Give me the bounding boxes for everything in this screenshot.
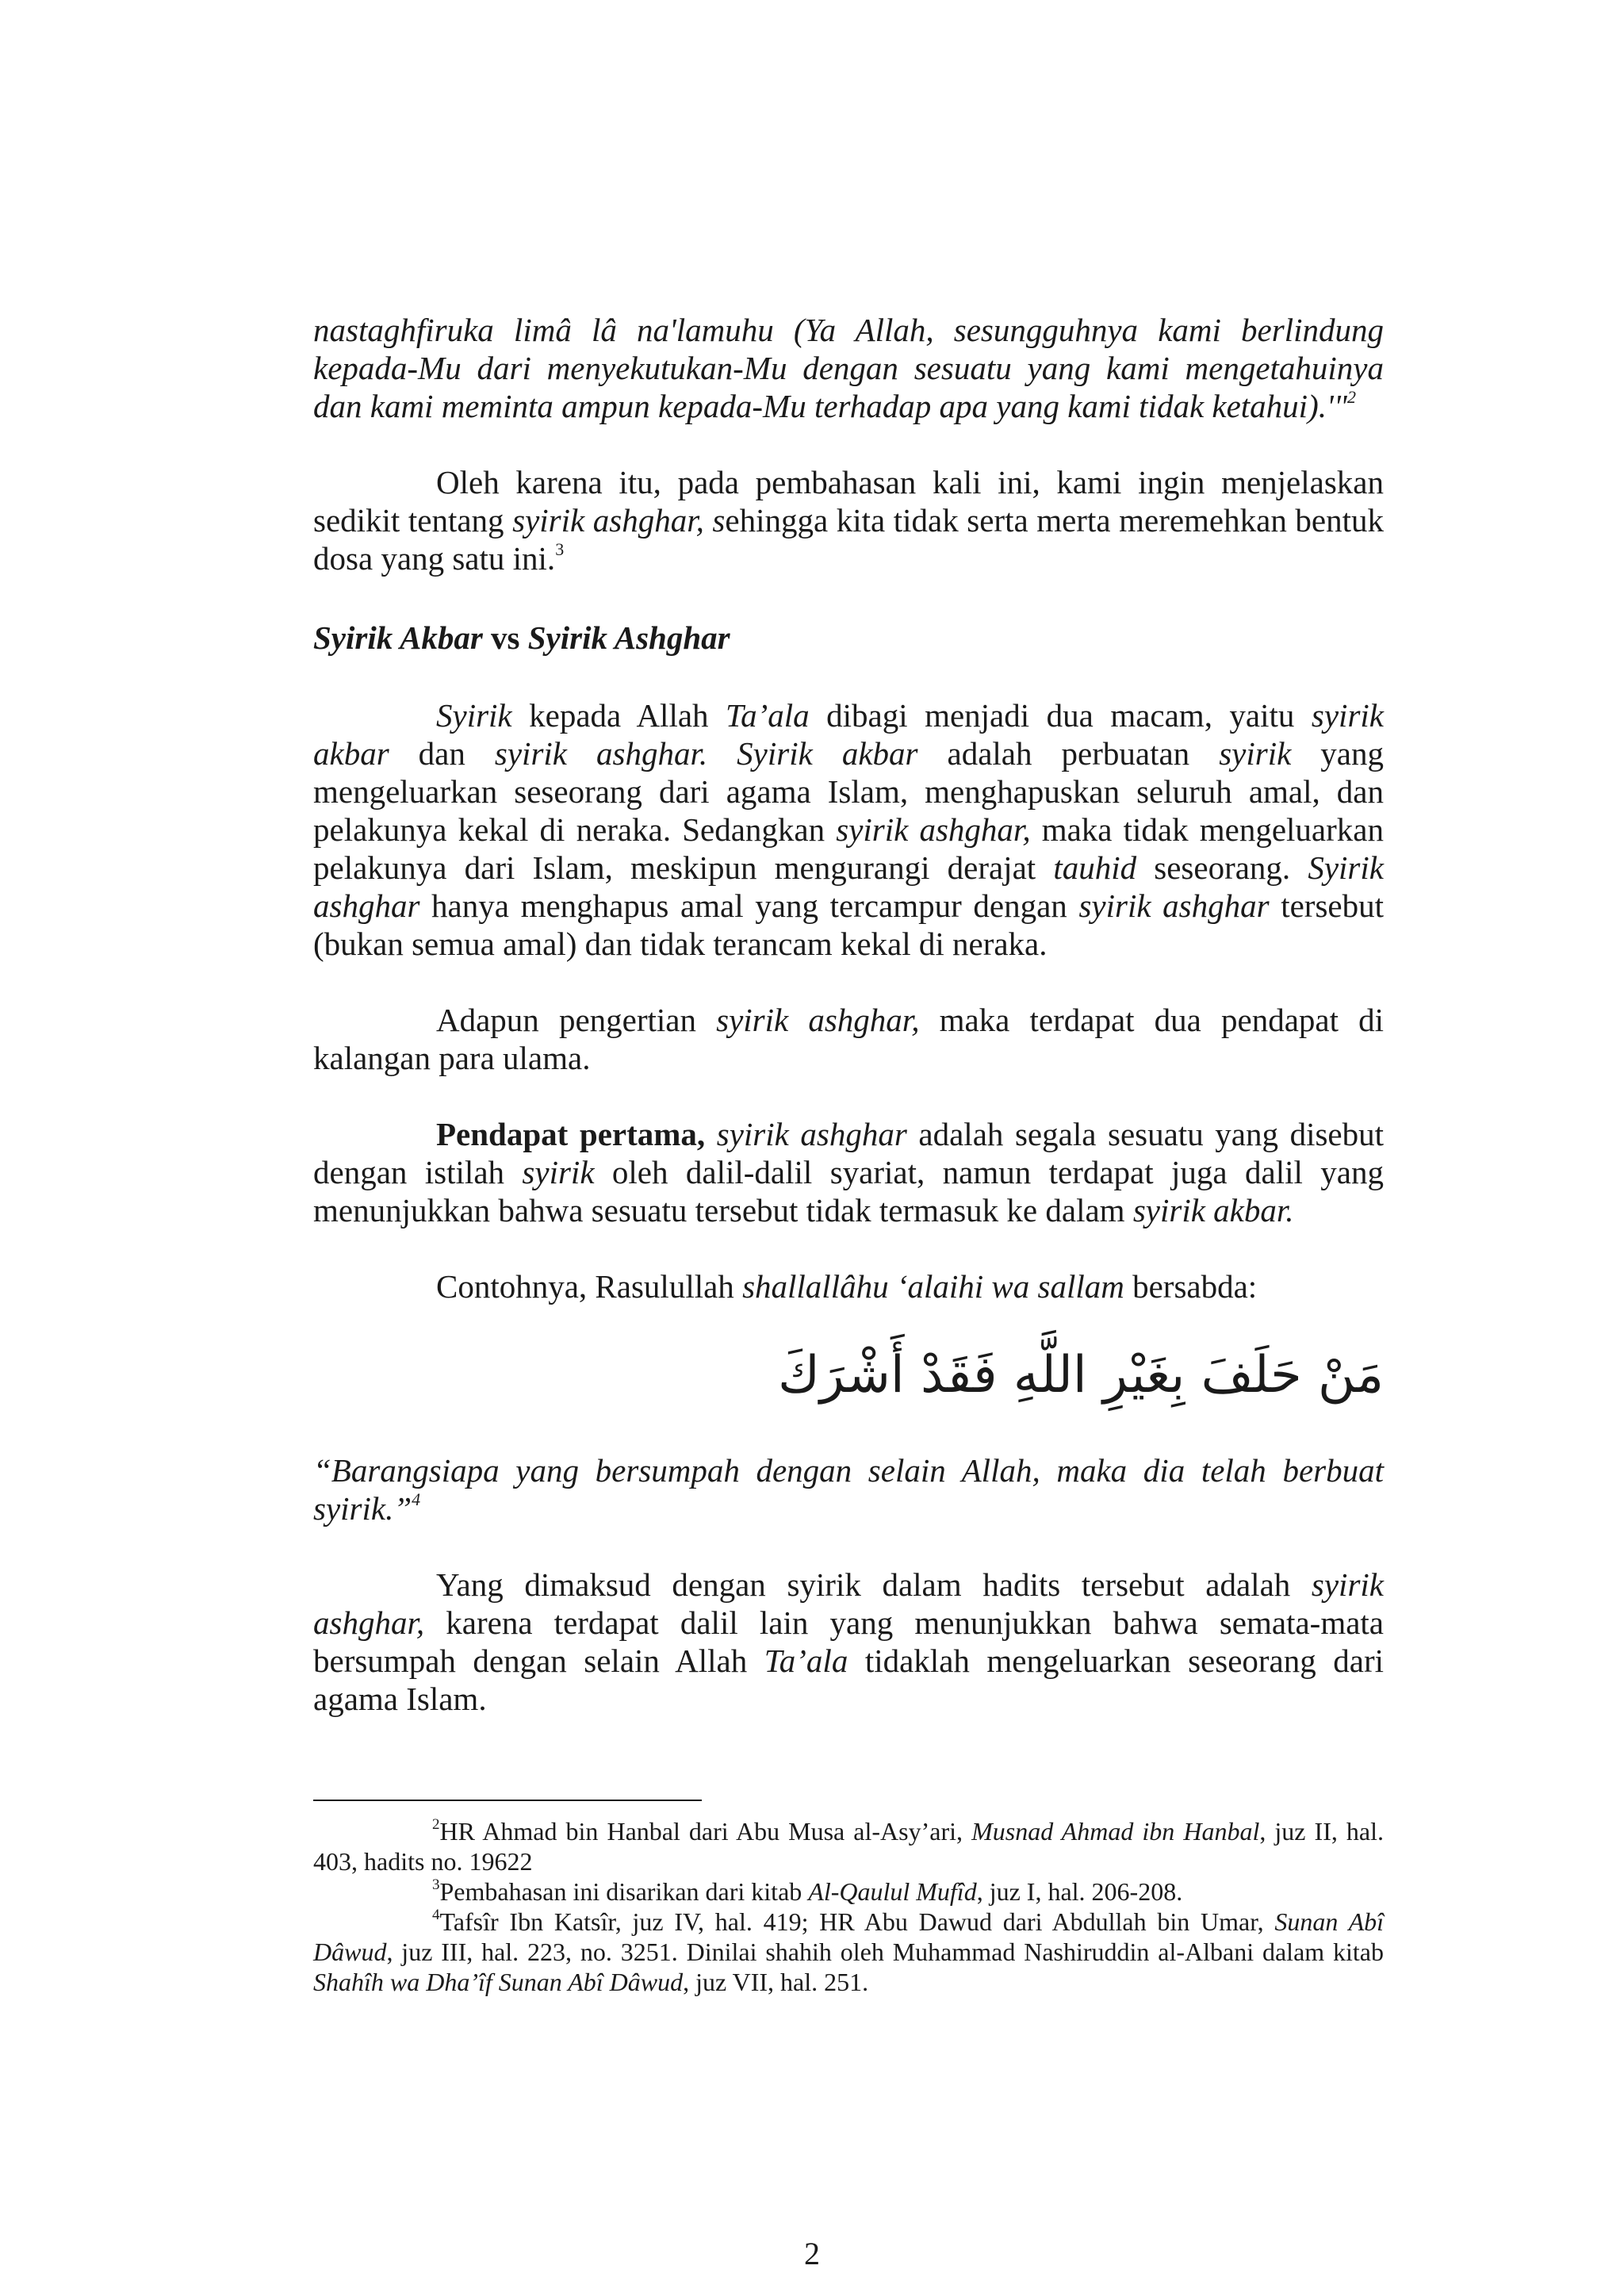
text-run: karena terdapat dalil lain yang menunjukkan bahwa semata-mata bersumpah dengan selain Allah bbox=[313, 1604, 1384, 1679]
text-run: , juz II, hal. 403, hadits no. 19622 bbox=[313, 1817, 1385, 1876]
footnote-divider bbox=[313, 1800, 702, 1801]
heading-term: Syirik Ashghar bbox=[527, 619, 730, 656]
italic-term: syirik bbox=[1219, 735, 1292, 772]
footnote-2 bbox=[313, 1816, 1384, 1876]
text-run: Tafsîr Ibn Katsîr, juz IV, hal. 419; HR Abu Dawud dari Abdullah bin Umar, bbox=[439, 1907, 1275, 1936]
footnote-number: 3 bbox=[432, 1876, 440, 1893]
text-run: oleh dalil-dalil syariat, namun terdapat juga dalil yang menunjukkan bahwa sesuatu tersebut tidak termasuk ke dalam bbox=[313, 1154, 1384, 1228]
bold-label: Pendapat pertama, bbox=[436, 1116, 706, 1152]
paragraph-pendapat bbox=[313, 1115, 1384, 1229]
intro-paragraph bbox=[313, 311, 1384, 425]
italic-term: tauhid bbox=[1053, 849, 1137, 886]
text-run: dibagi menjadi dua macam, yaitu bbox=[809, 697, 1312, 734]
page-body bbox=[313, 311, 1384, 1718]
italic-term: syirik ashghar. Syirik akbar bbox=[494, 735, 918, 772]
text-run: tidaklah mengeluarkan seseorang dari agama Islam. bbox=[313, 1642, 1384, 1717]
paragraph-yang bbox=[313, 1566, 1384, 1718]
section-heading bbox=[313, 619, 1384, 657]
italic-term: syirik ashghar, bbox=[836, 811, 1031, 848]
text-run: dan bbox=[389, 735, 495, 772]
book-title: Musnad Ahmad ibn Hanbal bbox=[971, 1817, 1260, 1846]
text-run: adalah segala sesuatu yang disebut dengan istilah bbox=[313, 1116, 1385, 1190]
footnotes bbox=[313, 1816, 1384, 1997]
footnote-3 bbox=[313, 1876, 1384, 1907]
book-title: Shahîh wa Dha’îf Sunan Abî Dâwud bbox=[313, 1968, 684, 1996]
italic-term: shallallâhu ‘alaihi wa sallam bbox=[742, 1268, 1124, 1305]
footnote-ref-4: 4 bbox=[412, 1489, 421, 1509]
italic-term: syirik ashghar, bbox=[313, 1566, 1384, 1641]
footnote-number: 4 bbox=[432, 1907, 440, 1923]
book-title: Sunan Abî Dâwud bbox=[313, 1907, 1385, 1966]
paragraph-syirik bbox=[313, 696, 1384, 963]
italic-term: syirik ashghar, s bbox=[512, 502, 726, 539]
text-run: adalah perbuatan bbox=[917, 735, 1220, 772]
text-run bbox=[705, 1116, 717, 1152]
italic-term: syirik ashghar, bbox=[716, 1002, 920, 1038]
text-run: , juz III, hal. 223, no. 3251. Dinilai shahih oleh Muhammad Nashiruddin al-Albani dalam kitab bbox=[386, 1938, 1384, 1966]
footnote-4 bbox=[313, 1907, 1384, 1997]
text-run: HR Ahmad bin Hanbal dari Abu Musa al-Asy’ari, bbox=[439, 1817, 972, 1846]
quote-text: “Barangsiapa yang bersumpah dengan selain Allah, maka dia telah berbuat syirik.” bbox=[313, 1452, 1384, 1527]
italic-term: Ta’ala bbox=[764, 1642, 848, 1679]
text-run: , juz VII, hal. 251. bbox=[683, 1968, 869, 1996]
italic-term: Syirik bbox=[436, 697, 512, 734]
heading-term: Syirik Akbar bbox=[313, 619, 483, 656]
heading-vs: vs bbox=[482, 619, 528, 656]
text-run: bersabda: bbox=[1124, 1268, 1258, 1305]
footnote-ref-3: 3 bbox=[555, 539, 565, 559]
text-run: hanya menghapus amal yang tercampur dengan bbox=[419, 887, 1079, 924]
text-run: kepada Allah bbox=[511, 697, 726, 734]
book-title: Al-Qaulul Mufîd bbox=[808, 1877, 977, 1906]
text-run: ehingga kita tidak serta merta meremehkan bentuk dosa yang satu ini. bbox=[313, 502, 1384, 577]
text-run: Contohnya, Rasulullah bbox=[436, 1268, 743, 1305]
italic-term: syirik akbar. bbox=[1132, 1192, 1294, 1228]
text-run: Yang dimaksud dengan syirik dalam hadits tersebut adalah bbox=[436, 1566, 1312, 1603]
italic-term: syirik akbar bbox=[313, 697, 1384, 772]
hadith-translation bbox=[313, 1451, 1384, 1527]
paragraph-adapun bbox=[313, 1001, 1384, 1077]
intro-text: nastaghfiruka limâ lâ na'lamuhu (Ya Allah, sesungguhnya kami berlindung kepada-Mu dari menyekutukan-Mu dengan sesuatu yang kami mengetahuinya dan kami meminta ampun kepada-Mu terhadap apa yang kami tidak ketahui).'" bbox=[313, 312, 1384, 424]
italic-term: syirik ashghar bbox=[716, 1116, 907, 1152]
text-run: yang mengeluarkan seseorang dari agama Islam, menghapuskan seluruh amal, dan pelakunya kekal di neraka. Sedangkan bbox=[313, 735, 1385, 848]
italic-term: Ta’ala bbox=[726, 697, 810, 734]
italic-term: syirik ashghar bbox=[1078, 887, 1270, 924]
footnote-number: 2 bbox=[432, 1816, 440, 1833]
page-number: 2 bbox=[804, 2236, 820, 2271]
text-run: maka terdapat dua pendapat di kalangan para ulama. bbox=[313, 1002, 1384, 1076]
italic-term: Syirik ashghar bbox=[313, 849, 1384, 924]
text-run: tersebut (bukan semua amal) dan tidak terancam kekal di neraka. bbox=[313, 887, 1384, 962]
text-run: Pembahasan ini disarikan dari kitab bbox=[439, 1877, 809, 1906]
arabic-hadith: مَنْ حَلَفَ بِغَيْرِ اللَّهِ فَقَدْ أَشْرَكَ bbox=[778, 1346, 1384, 1405]
text-run: Oleh karena itu, pada pembahasan kali ini, kami ingin menjelaskan sedikit tentang bbox=[313, 464, 1384, 539]
paragraph-oleh bbox=[313, 463, 1384, 577]
footnote-ref-2: 2 bbox=[1346, 387, 1356, 407]
text-run: Adapun pengertian bbox=[436, 1002, 717, 1038]
text-run: , juz I, hal. 206-208. bbox=[976, 1877, 1183, 1906]
text-run: maka tidak mengeluarkan pelakunya dari Islam, meskipun mengurangi derajat bbox=[313, 811, 1384, 886]
italic-term: syirik bbox=[522, 1154, 595, 1190]
paragraph-contoh bbox=[313, 1267, 1384, 1305]
text-run: seseorang. bbox=[1136, 849, 1308, 886]
